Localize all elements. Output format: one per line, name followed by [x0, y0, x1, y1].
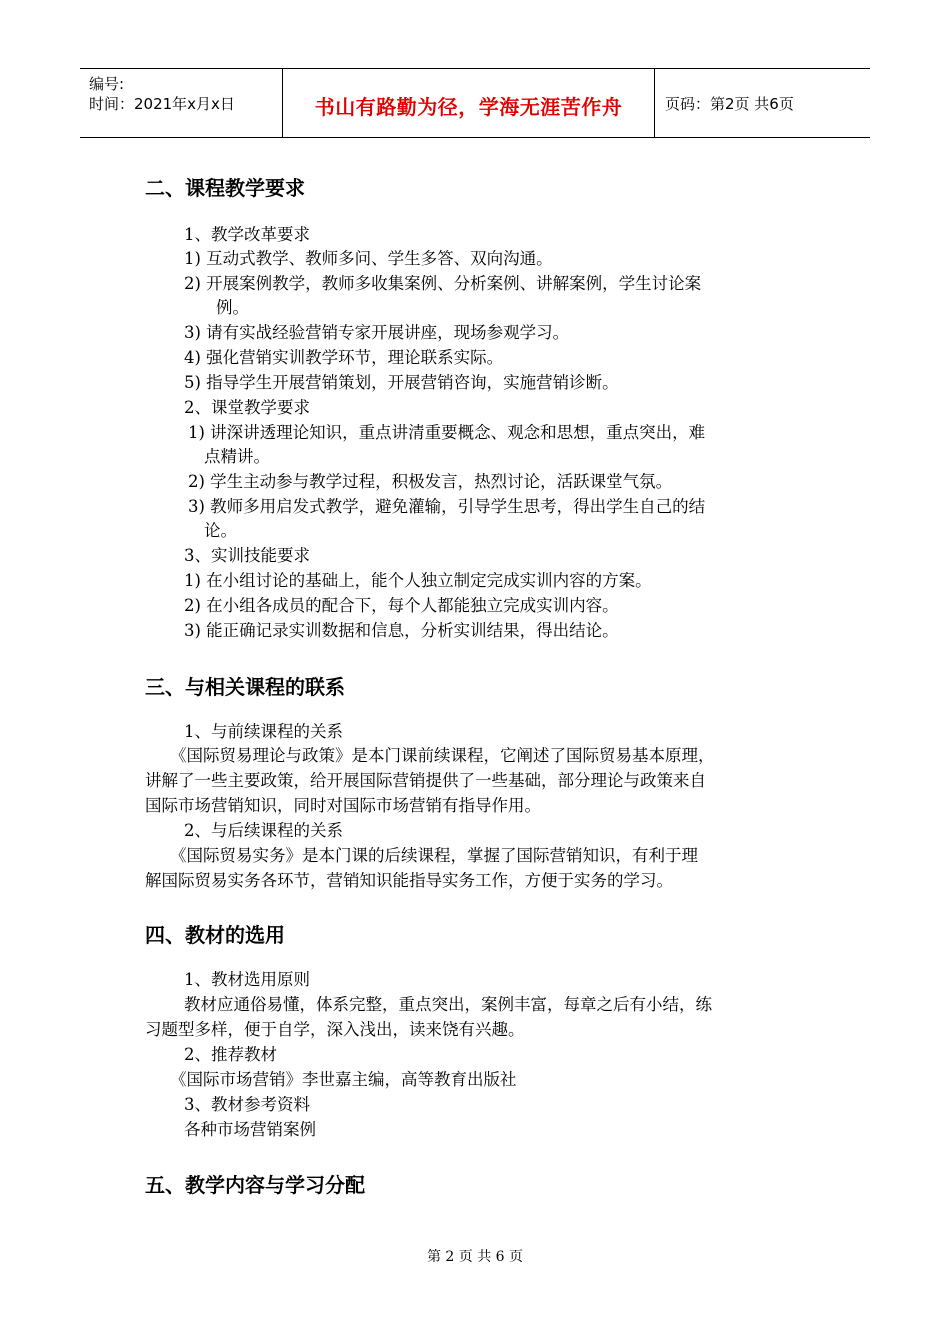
subheading: 1、教材选用原则 [184, 970, 310, 989]
page-footer: 第 2 页 共 6 页 [426, 1249, 524, 1265]
subheading: 3、实训技能要求 [184, 546, 310, 565]
paragraph-line: 《国际贸易实务》是本门课的后续课程，掌握了国际营销知识，有利于理 [170, 846, 698, 865]
list-item: 3) 教师多用启发式教学，避免灌输，引导学生思考，得出学生自己的结 [188, 497, 706, 516]
paragraph-line: 教材应通俗易懂，体系完整，重点突出，案例丰富，每章之后有小结，练 [184, 995, 712, 1014]
header-page-info: 页码：第2页 共6页 [665, 95, 794, 113]
paragraph-line: 讲解了一些主要政策，给开展国际营销提供了一些基础，部分理论与政策来自 [145, 771, 706, 790]
list-item-continuation: 论。 [204, 521, 237, 540]
paragraph-line: 各种市场营销案例 [184, 1120, 316, 1139]
subheading: 2、推荐教材 [184, 1045, 277, 1064]
section-heading: 三、与相关课程的联系 [145, 675, 345, 699]
list-item: 1) 互动式教学、教师多问、学生多答、双向沟通。 [184, 249, 553, 268]
subheading: 2、与后续课程的关系 [184, 821, 343, 840]
list-item: 3) 请有实战经验营销专家开展讲座，现场参观学习。 [184, 323, 570, 342]
list-item: 5) 指导学生开展营销策划，开展营销咨询，实施营销诊断。 [184, 373, 619, 392]
list-item: 2) 在小组各成员的配合下，每个人都能独立完成实训内容。 [184, 596, 619, 615]
paragraph-line: 《国际贸易理论与政策》是本门课前续课程，它阐述了国际贸易基本原理， [170, 746, 715, 765]
list-item: 3) 能正确记录实训数据和信息，分析实训结果，得出结论。 [184, 621, 619, 640]
list-item-continuation: 点精讲。 [204, 447, 270, 466]
section-heading: 五、教学内容与学习分配 [145, 1173, 365, 1197]
subheading: 3、教材参考资料 [184, 1095, 310, 1114]
list-item: 2) 学生主动参与教学过程，积极发言，热烈讨论，活跃课堂气氛。 [188, 472, 673, 491]
list-item-continuation: 例。 [216, 298, 249, 317]
header-meta-cell [80, 69, 283, 137]
header-page-cell [655, 69, 870, 137]
document-number-label: 编号: [89, 75, 125, 93]
list-item: 1) 在小组讨论的基础上，能个人独立制定完成实训内容的方案。 [184, 571, 652, 590]
paragraph-line: 国际市场营销知识，同时对国际市场营销有指导作用。 [145, 796, 541, 815]
document-date: 时间：2021年x月x日 [89, 95, 235, 113]
section-heading: 二、课程教学要求 [145, 176, 305, 200]
document-header [80, 68, 870, 138]
section-heading: 四、教材的选用 [145, 923, 285, 947]
header-motto-cell [283, 69, 655, 137]
subheading: 2、课堂教学要求 [184, 398, 310, 417]
paragraph-line: 习题型多样，便于自学，深入浅出，读来饶有兴趣。 [145, 1020, 525, 1039]
header-motto: 书山有路勤为径，学海无涯苦作舟 [314, 95, 623, 119]
subheading: 1、与前续课程的关系 [184, 722, 343, 741]
list-item: 2) 开展案例教学，教师多收集案例、分析案例、讲解案例，学生讨论案 [184, 274, 702, 293]
list-item: 4) 强化营销实训教学环节，理论联系实际。 [184, 348, 504, 367]
paragraph-line: 解国际贸易实务各环节，营销知识能指导实务工作，方便于实务的学习。 [145, 871, 673, 890]
paragraph-line: 《国际市场营销》李世嘉主编，高等教育出版社 [170, 1070, 517, 1089]
subheading: 1、教学改革要求 [184, 225, 310, 244]
list-item: 1) 讲深讲透理论知识，重点讲清重要概念、观念和思想，重点突出，难 [188, 423, 706, 442]
